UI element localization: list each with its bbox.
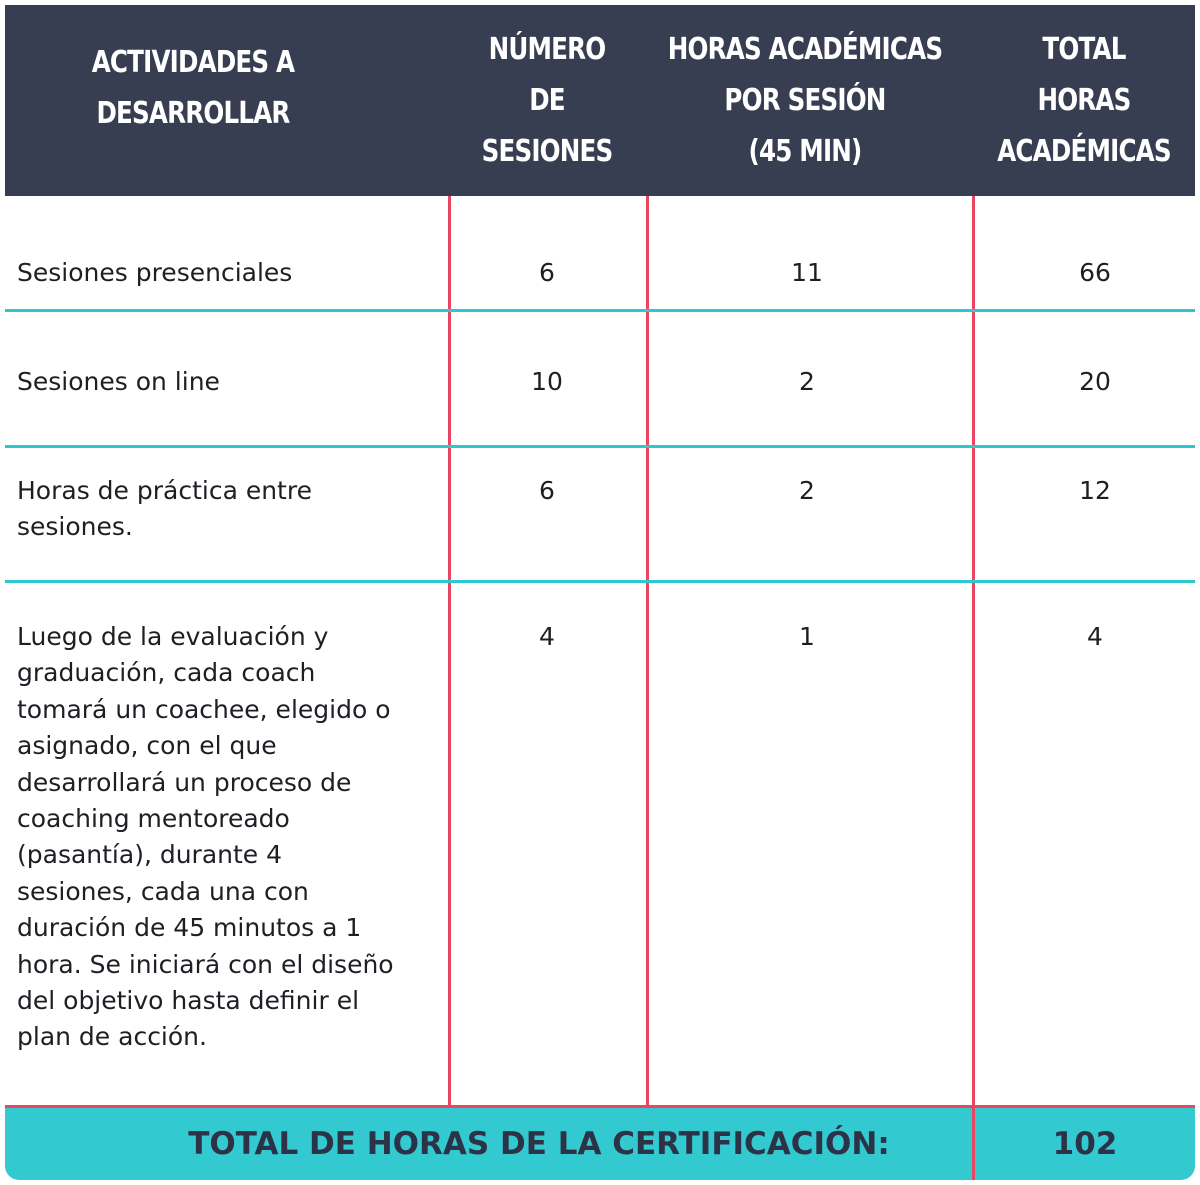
total-label: TOTAL DE HORAS DE LA CERTIFICACIÓN: [188, 1126, 890, 1162]
row-4-total: 4 [1087, 622, 1103, 651]
certification-hours-table [5, 5, 1195, 1180]
row-2-sesiones: 10 [531, 367, 563, 396]
header-horas-por-sesion: HORAS ACADÉMICAS POR SESIÓN (45 MIN) [667, 32, 943, 169]
total-footer [5, 1105, 1195, 1180]
row-divider [5, 580, 1195, 583]
total-value: 102 [1052, 1126, 1118, 1162]
row-1-actividad: Sesiones presenciales [17, 258, 293, 287]
column-divider [448, 196, 451, 1105]
header-numero-sesiones: NÚMERO DE SESIONES [481, 32, 613, 169]
row-3-actividad: Horas de práctica entre sesiones. [17, 476, 312, 542]
row-3-horas-sesion: 2 [799, 476, 815, 505]
row-4-horas-sesion: 1 [799, 622, 815, 651]
row-2-horas-sesion: 2 [799, 367, 815, 396]
row-3-sesiones: 6 [539, 476, 555, 505]
row-3-total: 12 [1079, 476, 1111, 505]
table-header [5, 5, 1195, 196]
row-2-actividad: Sesiones on line [17, 367, 220, 396]
row-1-total: 66 [1079, 258, 1111, 287]
row-divider [5, 445, 1195, 448]
header-total-horas: TOTAL HORAS ACADÉMICAS [997, 32, 1171, 169]
row-1-horas-sesion: 11 [791, 258, 823, 287]
header-actividades: ACTIVIDADES A DESARROLLAR [91, 45, 295, 131]
row-4-sesiones: 4 [539, 622, 555, 651]
column-divider [972, 196, 975, 1105]
row-1-sesiones: 6 [539, 258, 555, 287]
column-divider [646, 196, 649, 1105]
row-4-actividad: Luego de la evaluación y graduación, cada coach tomará un coachee, elegido o asignado, con el que desarrollará un proceso de coaching mentoreado (pasantía), durante 4 sesiones, cada una con duración de 45 minutos a 1 hora. Se iniciará con el diseño del objetivo hasta definir el plan de acción. [17, 622, 394, 1052]
row-2-total: 20 [1079, 367, 1111, 396]
row-divider [5, 309, 1195, 312]
